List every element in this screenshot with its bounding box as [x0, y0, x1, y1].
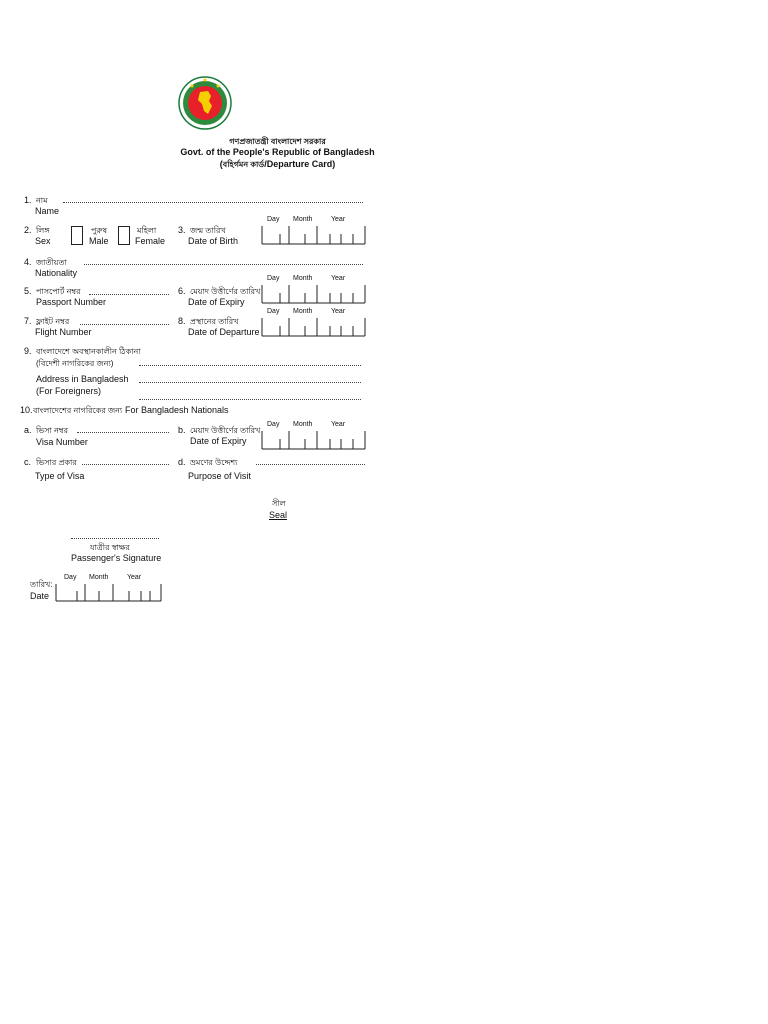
field-d-number: d.	[178, 457, 186, 467]
field-d-en: Purpose of Visit	[188, 471, 251, 481]
header-en-title: Govt. of the People's Republic of Bangladesh	[180, 147, 375, 157]
date-en: Date	[30, 591, 50, 601]
field-1-en: Name	[35, 206, 60, 216]
field-10-number: 10.	[20, 405, 33, 415]
year-label: Year	[331, 216, 346, 223]
field-6-number: 6.	[178, 286, 186, 296]
field-10-en: For Bangladesh Nationals	[125, 405, 229, 415]
field-5-en: Passport Number	[36, 297, 107, 307]
field-6-en: Date of Expiry	[188, 297, 245, 307]
card-title: (বহির্গমন কার্ড/Departure Card)	[219, 159, 336, 169]
field-9-en-sub: (For Foreigners)	[36, 386, 102, 396]
field-5-bn: পাসপোর্ট নম্বর	[36, 287, 81, 296]
govt-emblem	[178, 76, 232, 132]
field-9-en: Address in Bangladesh	[36, 374, 129, 384]
field-a-bn: ভিসা নম্বর	[36, 426, 68, 435]
field-a-en: Visa Number	[36, 437, 88, 447]
day-label: Day	[267, 275, 280, 282]
field-3-number: 3.	[178, 225, 186, 235]
visa-type-input-line[interactable]	[82, 464, 169, 465]
day-label: Day	[267, 421, 280, 428]
signature-en: Passenger's Signature	[71, 553, 162, 563]
field-10-bn: বাংলাদেশের নাগরিকের জন্য	[33, 406, 123, 415]
field-9-bn-sub: (বিদেশী নাগরিকের জন্য)	[36, 359, 114, 368]
field-c-en: Type of Visa	[35, 471, 85, 481]
field-9-number: 9.	[24, 346, 32, 356]
field-a-number: a.	[24, 425, 32, 435]
year-label: Year	[331, 421, 346, 428]
flight-input-line[interactable]	[80, 324, 169, 325]
field-7-number: 7.	[24, 316, 32, 326]
male-bn: পুরুষ	[91, 226, 107, 235]
field-4-bn: জাতীয়তা	[36, 258, 67, 267]
field-c-number: c.	[24, 457, 32, 467]
field-3-bn: জন্ম তারিখ	[190, 226, 226, 235]
field-1-bn: নাম	[36, 196, 48, 205]
field-8-number: 8.	[178, 316, 186, 326]
male-checkbox[interactable]	[71, 226, 83, 245]
field-7-bn: ফ্লাইট নম্বর	[36, 317, 70, 326]
male-en: Male	[89, 236, 109, 246]
field-2-en: Sex	[35, 236, 51, 246]
month-label: Month	[293, 275, 313, 282]
day-label: Day	[267, 216, 280, 223]
field-b-number: b.	[178, 425, 186, 435]
name-input-line[interactable]	[63, 202, 363, 203]
field-9-bn: বাংলাদেশে অবস্থানকালীন ঠিকানা	[36, 347, 141, 356]
year-label: Year	[127, 574, 142, 581]
field-6-bn: মেয়াদ উত্তীর্ণের তারিখ	[190, 287, 261, 296]
header-bn-title: গণপ্রজাতন্ত্রী বাংলাদেশ সরকার	[229, 137, 326, 146]
field-d-bn: ভ্রমণের উদ্দেশ্য	[190, 458, 238, 467]
passport-input-line[interactable]	[89, 294, 169, 295]
signature-input-line[interactable]	[71, 538, 159, 539]
field-c-bn: ভিসার প্রকার	[36, 458, 77, 467]
day-label: Day	[267, 308, 280, 315]
purpose-input-line[interactable]	[256, 464, 365, 465]
signature-bn: যাত্রীর স্বাক্ষর	[90, 543, 130, 552]
female-checkbox[interactable]	[118, 226, 130, 245]
female-bn: মহিলা	[137, 226, 157, 235]
month-label: Month	[89, 574, 109, 581]
month-label: Month	[293, 216, 313, 223]
field-4-en: Nationality	[35, 268, 78, 278]
field-5-number: 5.	[24, 286, 32, 296]
visa-number-input-line[interactable]	[77, 432, 169, 433]
field-7-en: Flight Number	[35, 327, 92, 337]
address-input-line-1[interactable]	[139, 365, 361, 366]
year-label: Year	[331, 275, 346, 282]
field-8-bn: প্রস্থানের তারিখ	[190, 317, 239, 326]
day-label: Day	[64, 574, 77, 581]
field-2-number: 2.	[24, 225, 32, 235]
date-bn: তারিখ:	[30, 580, 53, 589]
field-1-number: 1.	[24, 195, 32, 205]
field-4-number: 4.	[24, 257, 32, 267]
field-b-en: Date of Expiry	[190, 436, 247, 446]
field-3-en: Date of Birth	[188, 236, 239, 246]
field-8-en: Date of Departure	[188, 327, 260, 337]
year-label: Year	[331, 308, 346, 315]
field-2-bn: লিঙ্গ	[36, 226, 50, 235]
nationality-input-line[interactable]	[84, 264, 363, 265]
seal-en: Seal	[269, 510, 288, 520]
month-label: Month	[293, 308, 313, 315]
female-en: Female	[135, 236, 166, 246]
address-input-line-2[interactable]	[139, 382, 361, 383]
field-b-bn: মেয়াদ উত্তীর্ণের তারিখ	[190, 426, 261, 435]
address-input-line-3[interactable]	[139, 399, 361, 400]
month-label: Month	[293, 421, 313, 428]
seal-bn: সীল	[272, 499, 286, 508]
